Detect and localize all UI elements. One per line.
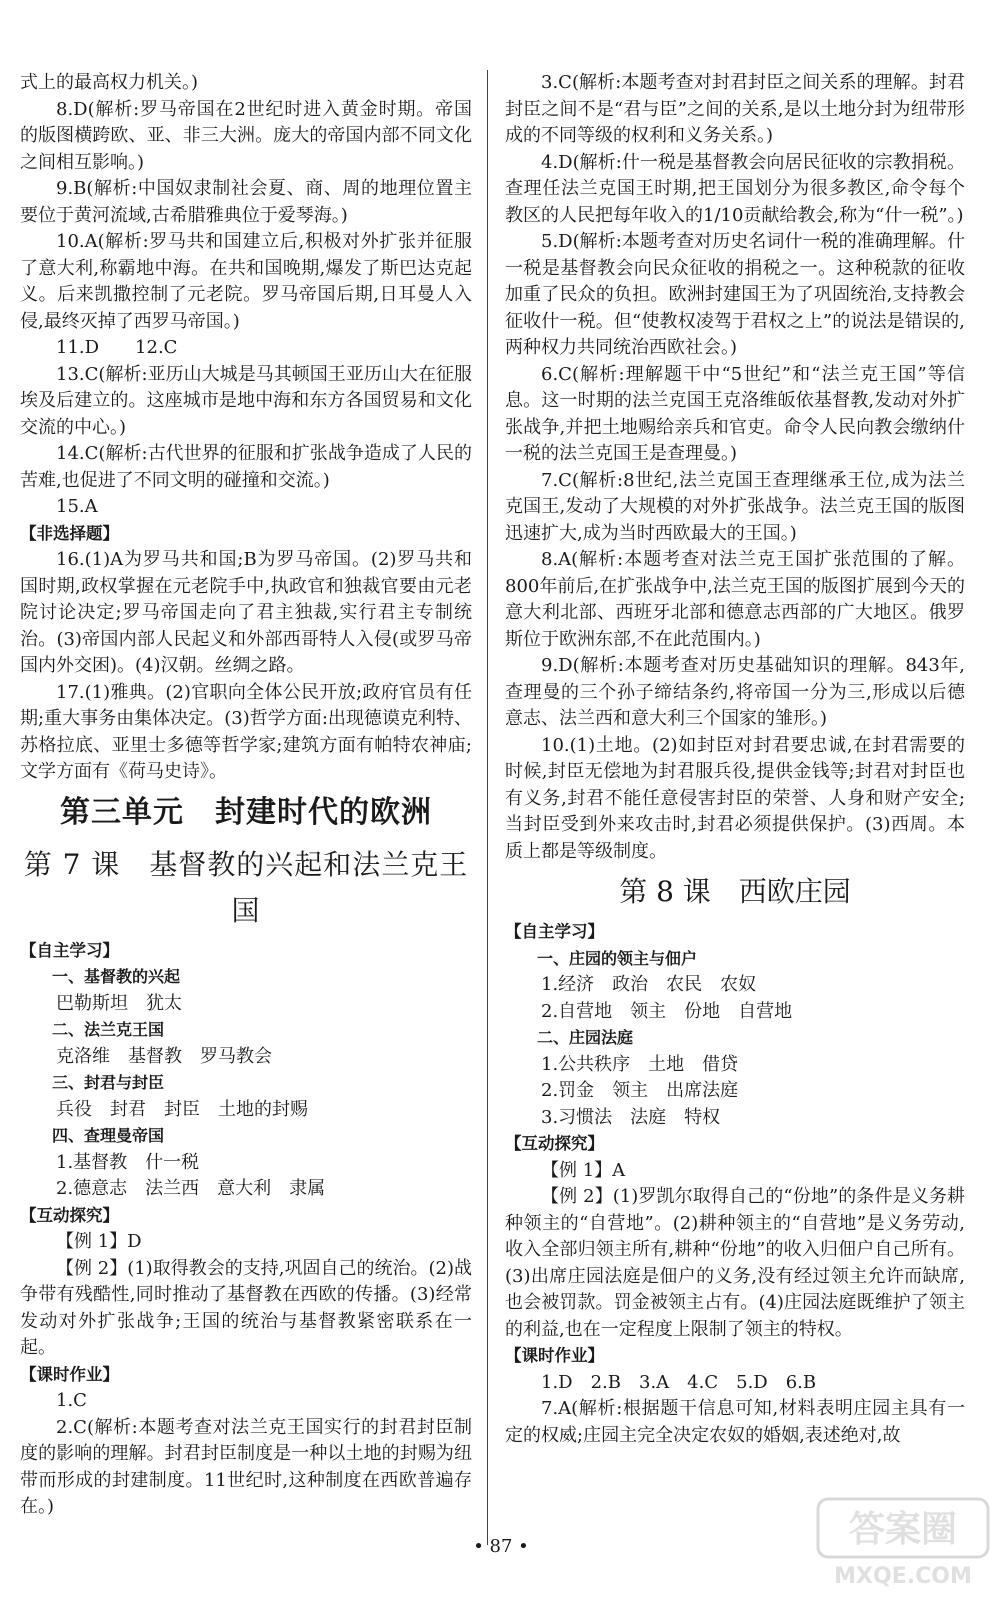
subheading: 三、封君与封臣	[52, 1073, 165, 1092]
page-number: • 87 •	[473, 1536, 529, 1557]
column-divider	[487, 70, 488, 1545]
answer-8: 8.D(解析:罗马帝国在2世纪时进入黄金时期。帝国的版图横跨欧、亚、非三大洲。庞大的帝国内部不同文化之间相互影响。)	[20, 98, 472, 173]
key-terms: 2.罚金 领主 出席法庭	[541, 1080, 739, 1101]
homework-heading: 【课时作业】	[505, 1346, 604, 1365]
homework-answers-1-6: 1.D 2.B 3.A 4.C 5.D 6.B	[541, 1371, 817, 1393]
answer-6: 6.C(解析:理解题干中“5世纪”和“法兰克王国”等信息。这一时期的法兰克国王克洛维皈依基督教,发动对外扩张战争,并把土地赐给亲兵和官吏。命令人民向教会缴纳什一税的法兰克国王是查理曼。)	[505, 363, 965, 464]
interactive-heading: 【互动探究】	[20, 1205, 119, 1225]
answer-13: 13.C(解析:亚历山大城是马其顿国王亚历山大在征服埃及后建立的。这座城市是地中海和东方各国贸易和文化交流的中心。)	[20, 363, 472, 438]
key-terms: 1.基督教 什一税	[56, 1151, 200, 1173]
key-terms: 兵役 封君 封臣 土地的封赐	[56, 1098, 308, 1120]
answer-17: 17.(1)雅典。(2)官职向全体公民开放;政府官员有任期;重大事务由集体决定。(3)哲学方面:出现德谟克利特、苏格拉底、亚里士多德等哲学家;建筑方面有帕特农神庙;文学方面有《荷马史诗》。	[20, 681, 472, 782]
answer-10: 10.A(解析:罗马共和国建立后,积极对外扩张并征服了意大利,称霸地中海。在共和国晚期,爆发了斯巴达克起义。后来凯撒控制了元老院。罗马帝国后期,日耳曼人入侵,最终灭掉了西罗马帝国。)	[20, 231, 472, 332]
key-terms: 1.公共秩序 土地 借贷	[541, 1053, 739, 1075]
answer-5: 5.D(解析:本题考查对历史名词什一税的准确理解。什一税是基督教会向民众征收的捐税之一。这种税款的征收加重了民众的负担。欧洲封建国王为了巩固统治,支持教会征收什一税。但“使教权凌驾于君权之上”的说法是错误的,两种权力共同统治西欧社会。)	[505, 231, 965, 358]
subheading: 一、基督教的兴起	[52, 967, 181, 986]
key-terms: 巴勒斯坦 犹太	[56, 992, 182, 1014]
example-1: 【例 1】D	[56, 1231, 142, 1252]
key-terms: 2.德意志 法兰西 意大利 隶属	[56, 1178, 326, 1199]
watermark-url: MXQE.COM	[834, 1564, 972, 1589]
watermark-logo	[814, 1493, 992, 1593]
answer-16: 16.(1)A为罗马共和国;B为罗马帝国。(2)罗马共和国时期,政权掌握在元老院手中,执政官和独裁官要由元老院讨论决定;罗马帝国走向了君主独裁,实行君主专制统治。(3)帝国内部人民起义和外部西哥特人入侵(或罗马帝国内外交困)。(4)汉朝。丝绸之路。	[20, 549, 472, 676]
answer-9: 9.D(解析:本题考查对历史基础知识的理解。843年,查理曼的三个孙子缔结条约,将帝国一分为三,形成以后德意志、法兰西和意大利三个国家的雏形。)	[505, 655, 965, 729]
answer-3: 3.C(解析:本题考查对封君封臣之间关系的理解。封君封臣之间不是“君与臣”之间的关系,是以土地分封为纽带形成的不同等级的权利和义务关系。)	[505, 72, 965, 146]
answer-11-12: 11.D 12.C	[56, 337, 178, 358]
example-2: 【例 2】(1)罗凯尔取得自己的“份地”的条件是义务耕种领主的“自营地”。(2)耕种领主的“自营地”是义务劳动,收入全部归领主所有,耕种“份地”的收入归佃户自己所有。(3)出席庄园法庭是佃户的义务,没有经过领主允许而缺席,也会被罚款。罚金被领主占有。(4)庄园法庭既维护了领主的利益,也在一定程度上限制了领主的特权。	[505, 1186, 965, 1340]
key-terms: 克洛维 基督教 罗马教会	[56, 1045, 272, 1067]
watermark-text: 答案圈	[848, 1509, 958, 1550]
homework-heading: 【课时作业】	[20, 1364, 119, 1384]
unit-title: 第三单元 封建时代的欧洲	[60, 794, 432, 830]
answer-8: 8.A(解析:本题考查对法兰克王国扩张范围的了解。800年前后,在扩张战争中,法兰克王国的版图扩展到今天的意大利北部、西班牙北部和德意志西部的广大地区。俄罗斯位于欧洲东部,不在此范围内。)	[505, 549, 965, 650]
answer-15: 15.A	[56, 496, 98, 517]
answer-4: 4.D(解析:什一税是基督教会向居民征收的宗教捐税。查理任法兰克国王时期,把王国划分为很多教区,命令每个教区的人民把每年收入的1/10贡献给教会,称为“什一税”。)	[505, 151, 965, 226]
homework-answer-7: 7.A(解析:根据题干信息可知,材料表明庄园主具有一定的权威;庄园主完全决定农奴的婚姻,表述绝对,故	[505, 1398, 965, 1446]
lesson-8-title: 第 8 课 西欧庄园	[619, 875, 851, 908]
key-terms: 3.习惯法 法庭 特权	[541, 1106, 721, 1128]
homework-answer-1: 1.C	[56, 1390, 87, 1411]
key-terms: 2.自营地 领主 份地 自营地	[541, 1000, 793, 1022]
lesson-7-title: 第 7 课 基督教的兴起和法兰克王国	[23, 847, 469, 927]
example-2: 【例 2】(1)取得教会的支持,巩固自己的统治。(2)战争带有残酷性,同时推动了基督教在西欧的传播。(3)经常发动对外扩张战争;王国的统治与基督教紧密联系在一起。	[20, 1257, 472, 1358]
self-study-heading: 【自主学习】	[20, 940, 119, 960]
section-non-choice: 【非选择题】	[20, 523, 119, 543]
interactive-heading: 【互动探究】	[505, 1134, 604, 1153]
self-study-heading: 【自主学习】	[505, 922, 604, 941]
subheading: 二、庄园法庭	[537, 1028, 634, 1047]
subheading: 二、法兰克王国	[52, 1020, 165, 1039]
left-column	[20, 70, 472, 1521]
key-terms: 1.经济 政治 农民 农奴	[541, 974, 757, 995]
homework-answer-2: 2.C(解析:本题考查对法兰克王国实行的封君封臣制度的影响的理解。封君封臣制度是一种以土地的封赐为纽带而形成的封建制度。11世纪时,这种制度在西欧普遍存在。)	[20, 1416, 472, 1517]
example-1: 【例 1】A	[541, 1159, 626, 1181]
answer-7: 7.C(解析:8世纪,法兰克国王查理继承王位,成为法兰克国王,发动了大规模的对外扩张战争。法兰克王国的版图迅速扩大,成为当时西欧最大的王国。)	[505, 469, 965, 544]
subheading: 四、查理曼帝国	[52, 1126, 165, 1145]
subheading: 一、庄园的领主与佃户	[537, 948, 698, 968]
answer-9: 9.B(解析:中国奴隶制社会夏、商、周的地理位置主要位于黄河流域,古希腊雅典位于爱琴海。)	[20, 178, 472, 226]
answer-10: 10.(1)土地。(2)如封臣对封君要忠诚,在封君需要的时候,封臣无偿地为封君服兵役,提供金钱等;封君对封臣也有义务,封君不能任意侵害封臣的荣誉、人身和财产安全;当封臣受到外来攻击时,封君必须提供保护。(3)西周。本质上都是等级制度。	[505, 734, 965, 862]
paragraph: 式上的最高权力机关。)	[20, 72, 199, 93]
right-column	[505, 70, 965, 1449]
answer-14: 14.C(解析:古代世界的征服和扩张战争造成了人民的苦难,也促进了不同文明的碰撞和交流。)	[20, 443, 472, 491]
